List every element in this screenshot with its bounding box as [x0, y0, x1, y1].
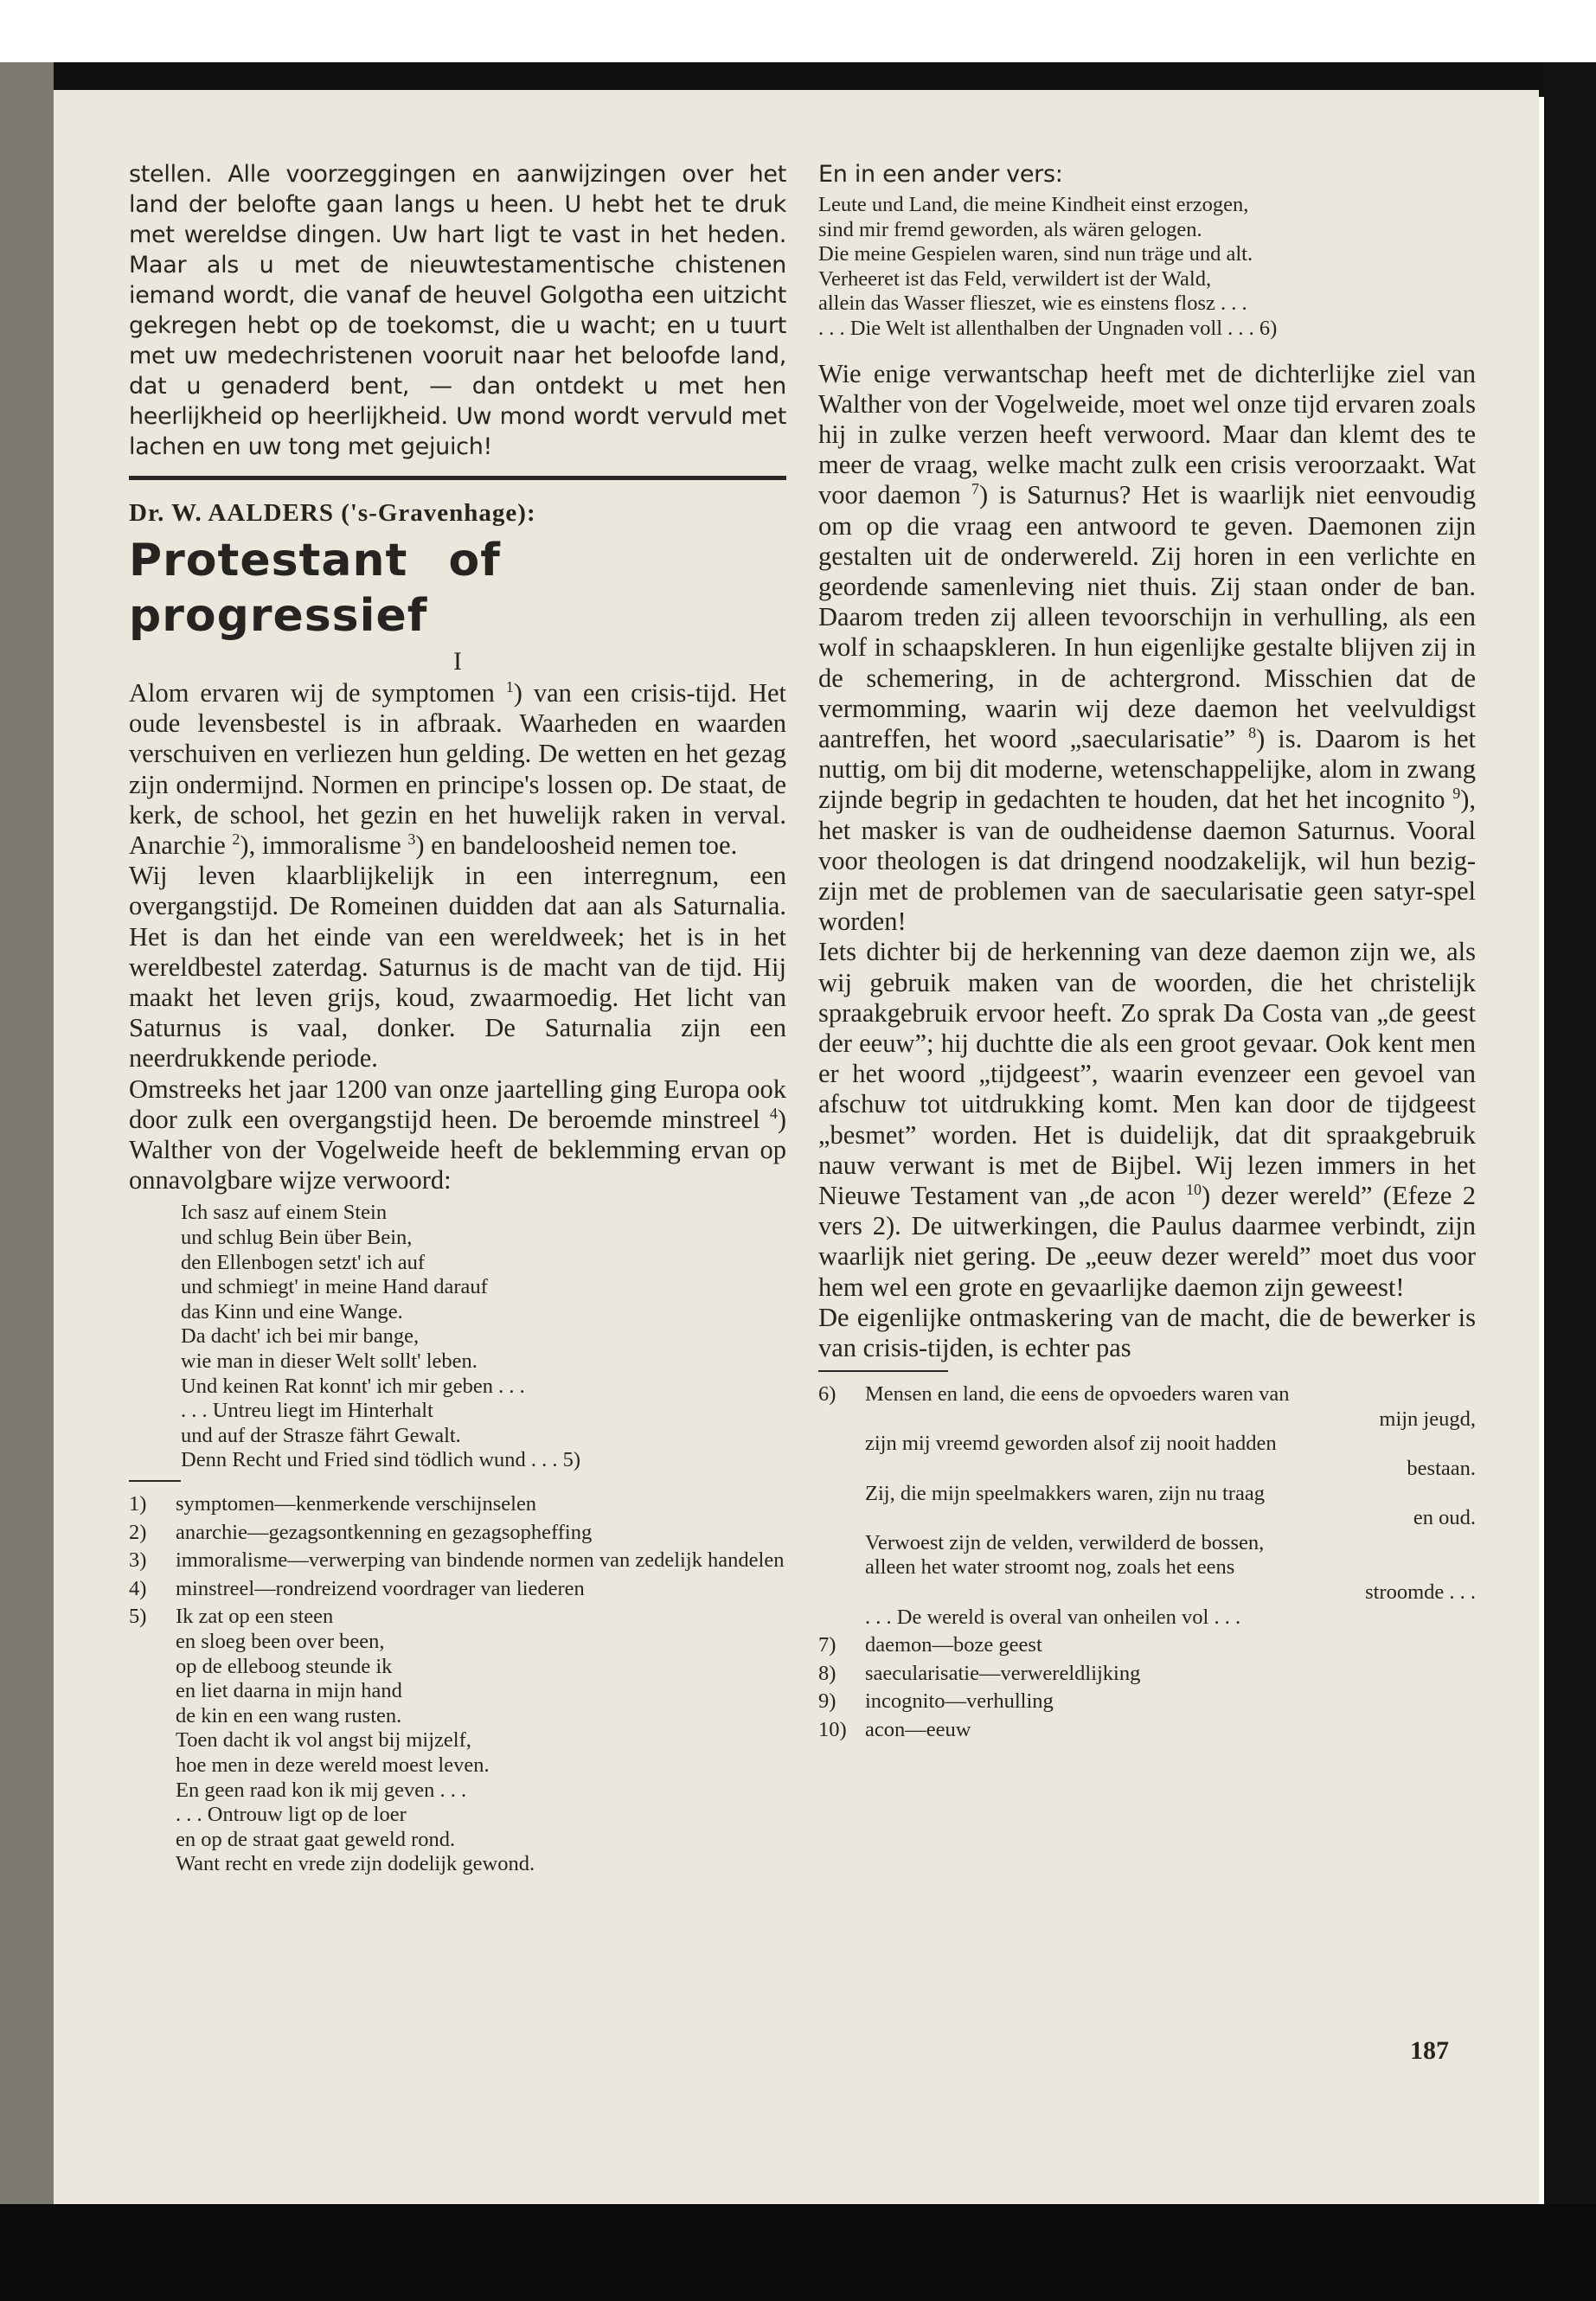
- poem-line: den Ellenbogen setzt' ich auf: [181, 1250, 425, 1274]
- article-title: Protestant of progressief: [129, 535, 501, 642]
- left-column: [129, 159, 786, 1881]
- footnote-divider: [129, 1480, 181, 1482]
- body-paragraph-4: Wie enige verwantschap heeft met de dichterlijke ziel van Walther von der Vogelweide, moet wel onze tijd ervaren zoals hij in zulke verzen heeft verwoord. Maar dan klemt des te meer de vraag, welke macht zulk een crisis veroorzaakt. Wat voor daemon $^7$) is Saturnus? Het is waarlijk niet eenvoudig om op die vraag een antwoord te geven. Daemonen zijn gestalten uit de onderwereld. Zij horen in een verlichte en geordende samenleving niet thuis. Zij staan onder de ban. Daarom treden zij alleen tevoorschijn in verhulling, als een wolf in schaapskleren. In hun eigenlijke gestalte blijven zij in de schemering, in de achtergrond. Misschien dat de vermomming, waarin wij deze daemon het veelvuldigst aantreffen, het woord „saecularisatie” $^8$) is. Daarom is het nuttig, om bij dit moderne, wetenschappelijke, alom in zwang zijnde begrip in gedachten te houden, dat het het incognito $^9$), het masker is van de oudheidense daemon Saturnus. Vooral voor theologen is dat dringend noodzakelijk, wil hun bezig-zijn met de problemen van de saecularisatie geen satyr-spel worden!: [818, 358, 1476, 937]
- translation-line: Want recht en vrede zijn dodelijk gewond.: [176, 1852, 535, 1876]
- translation-line: Toen dacht ik vol angst bij mijzelf,: [176, 1728, 471, 1753]
- article-author: Dr. W. AALDERS ('s-Gravenhage):: [129, 499, 536, 527]
- translation-line: alleen het water stroomt nog, zoals het eens stroomde . . .: [865, 1555, 1476, 1605]
- right-column: [818, 159, 1476, 1747]
- poem-line: Ich sasz auf einem Stein: [181, 1201, 388, 1225]
- body-paragraph-2: Wij leven klaarblijkelijk in een interregnum, een overgangstijd. De Romeinen duidden dat aan als Saturnalia. Het is dan het einde van een wereldweek; het is in het wereldbestel zaterdag. Saturnus is de macht van de tijd. Hij maakt het leven grijs, koud, zwaarmoedig. Het licht van Saturnus is vaal, donker. De Saturnalia zijn een neerdrukkende periode.: [129, 861, 786, 1074]
- section-number: I: [453, 647, 462, 676]
- poem-line: das Kinn und eine Wange.: [181, 1299, 403, 1324]
- body-paragraph-6: De eigenlijke ontmaskering van de macht, die de bewerker is van crisis-tijden, is echter pas: [818, 1302, 1476, 1363]
- footnote: 8) saecularisatie—verwereldlijking: [818, 1661, 1141, 1685]
- german-verse: [818, 193, 1476, 342]
- footnote: 4) minstreel—rondreizend voordrager van liederen: [129, 1576, 585, 1600]
- footnote: 1) symptomen—kenmerkende verschijnselen: [129, 1491, 537, 1516]
- footnote: 2) anarchie—gezagsontkenning en gezagsopheffing: [129, 1520, 593, 1544]
- footnote-ref: 4: [769, 1104, 778, 1122]
- body-paragraph-5: Iets dichter bij de herkenning van deze daemon zijn we, als wij gebruik maken van de woorden, die het christelijk spraakgebruik ervoor heeft. Zo sprak Da Costa van „de geest der eeuw”; hij duchtte die als een groot gevaar. Ook kent men er het woord „tijdgeest”, waarin evenzeer een gevoel van afschuw tot uitdrukking komt. Men kan door de tijdgeest „besmet” worden. Het is duidelijk, dat dit spraakgebruik nauw verwant is met de Bijbel. Wij lezen immers in het Nieuwe Testament van „de acon $^{10}$) dezer wereld” (Efeze 2 vers 2). De uitwerkingen, die Paulus daarmee verbindt, zijn waarlijk niet gering. De „eeuw dezer wereld” moet dus voor hem wel een grote en gevaarlijke daemon zijn geweest!: [818, 937, 1476, 1302]
- translation-line: En geen raad kon ik mij geven . . .: [176, 1778, 467, 1802]
- translation-line: Ik zat op een steen: [176, 1605, 334, 1629]
- translation-line: de kin en een wang rusten.: [176, 1703, 402, 1727]
- footnote: 3) immoralisme—verwerping van bindende normen van zedelijk handelen: [129, 1548, 785, 1573]
- scan-border-right: [1544, 62, 1596, 2301]
- poem-line: Da dacht' ich bei mir bange,: [181, 1324, 420, 1349]
- german-poem: [181, 1201, 786, 1473]
- poem-line: und schmiegt' in meine Hand darauf: [181, 1275, 488, 1299]
- footnote-ref: 7: [971, 480, 980, 498]
- translation-line: . . . Ontrouw ligt op de loer: [176, 1803, 407, 1827]
- verse-line: Verheeret ist das Feld, verwildert ist der Wald,: [818, 266, 1212, 291]
- footnote-ref: 8: [1248, 723, 1257, 741]
- poem-line: und auf der Strasze fährt Gewalt.: [181, 1423, 461, 1447]
- footnotes-left: [129, 1492, 786, 1877]
- verse-line: sind mir fremd geworden, als wären gelogen.: [818, 217, 1202, 241]
- translation-line: zijn mij vreemd geworden alsof zij nooit hadden bestaan.: [865, 1432, 1476, 1481]
- footnote-ref: 10: [1186, 1180, 1202, 1198]
- translation-line: en liet daarna in mijn hand: [176, 1679, 402, 1703]
- verse-intro: En in een ander vers:: [818, 161, 1063, 188]
- translation-line: Verwoest zijn de velden, verwilderd de bossen,: [865, 1530, 1265, 1554]
- body-paragraph-3: Omstreeks het jaar 1200 van onze jaartelling ging Europa ook door zulk een overgangstijd heen. De beroemde minstreel $^4$) Walther von der Vogelweide heeft de beklemming ervan op onnavolgbare wijze verwoord:: [129, 1074, 786, 1195]
- body-paragraph-1: Alom ervaren wij de symptomen $^1$) van een crisis-tijd. Het oude levensbestel is in afbraak. Waarheden en waarden verschuiven en verliezen hun gelding. De wetten en het gezag zijn ondermijnd. Normen en principe's lossen op. De staat, de kerk, de school, het gezin en het huwelijk raken in verval. Anarchie $^2$), immoralisme $^3$) en bandeloosheid nemen toe.: [129, 677, 786, 861]
- footnote-ref: 3: [407, 830, 416, 848]
- poem-line: und schlug Bein über Bein,: [181, 1226, 413, 1250]
- magazine-page: [54, 90, 1539, 2204]
- translation-line: Zij, die mijn speelmakkers waren, zijn nu traag en oud.: [865, 1481, 1476, 1530]
- section-divider: [129, 476, 786, 480]
- poem-line: Und keinen Rat konnt' ich mir geben . . .: [181, 1374, 525, 1398]
- translation-line: hoe men in deze wereld moest leven.: [176, 1753, 490, 1777]
- translation-line: op de elleboog steunde ik: [176, 1654, 393, 1678]
- footnote-divider: [818, 1370, 948, 1372]
- footnote: 10) acon—eeuw: [818, 1717, 971, 1741]
- scan-border-bottom: [0, 2204, 1596, 2301]
- footnote-ref: 9: [1452, 785, 1461, 803]
- poem-line: wie man in dieser Welt sollt' leben.: [181, 1349, 478, 1374]
- poem-line: Denn Recht und Fried sind tödlich wund . . . 5): [181, 1448, 581, 1472]
- footnote-ref: 2: [232, 830, 240, 848]
- footnote-ref: 1: [505, 677, 514, 695]
- translation-line: . . . De wereld is overal van onheilen vol . . .: [865, 1605, 1241, 1629]
- verse-line: Die meine Gespielen waren, sind nun träge und alt.: [818, 242, 1253, 266]
- scan-border-left: [0, 62, 54, 2301]
- footnote: 9) incognito—verhulling: [818, 1689, 1054, 1714]
- translation-line: en op de straat gaat geweld rond.: [176, 1827, 456, 1851]
- footnote-translation: 6) Mensen en land, die eens de opvoeders waren van mijn jeugd, zijn mij vreemd geworden alsof zij nooit hadden bestaan. Zij, die mijn speelmakkers waren, zijn nu traag en oud. Verwoest zijn de velden, verwilderd de bossen, alleen het water stroomt nog, zoals het eens stroomde . . . . . . De wereld is overal van onheilen vol . . .: [818, 1382, 1476, 1629]
- footnotes-right: [818, 1382, 1476, 1742]
- page-number: 187: [1410, 2036, 1449, 2065]
- verse-line: allein das Wasser flieszet, wie es einstens flosz . . .: [818, 292, 1247, 316]
- footnote-translation: 5) Ik zat op een steen en sloeg been over been, op de elleboog steunde ik en liet daarna in mijn hand de kin en een wang rusten. Toen dacht ik vol angst bij mijzelf, hoe men in deze wereld moest leven. En geen raad kon ik mij geven . . . . . . Ontrouw ligt op de loer en op de straat gaat geweld rond. Want recht en vrede zijn dodelijk gewond.: [129, 1605, 786, 1877]
- translation-line: en sloeg been over been,: [176, 1629, 385, 1653]
- intro-paragraph: stellen. Alle voorzeggingen en aanwijzingen over het land der belofte gaan langs u heen. U hebt het te druk met wereldse dingen. Uw hart ligt te vast in het heden. Maar als u met de nieuwtestamentische chistenen iemand wordt, die vanaf de heuvel Golgotha een uitzicht gekregen hebt op de toekomst, die u wacht; en u tuurt met uw medechristenen vooruit naar het beloofde land, dat u genaderd bent, — dan ontdekt u met hen heerlijkheid op heerlijkheid. Uw mond wordt vervuld met lachen en uw tong met gejuich!: [129, 161, 786, 460]
- verse-line: . . . Die Welt ist allenthalben der Ungnaden voll . . . 6): [818, 316, 1278, 340]
- poem-line: . . . Untreu liegt im Hinterhalt: [181, 1399, 433, 1423]
- translation-line: Mensen en land, die eens de opvoeders waren van mijn jeugd,: [865, 1382, 1476, 1431]
- verse-line: Leute und Land, die meine Kindheit einst erzogen,: [818, 193, 1249, 216]
- footnote: 7) daemon—boze geest: [818, 1633, 1042, 1657]
